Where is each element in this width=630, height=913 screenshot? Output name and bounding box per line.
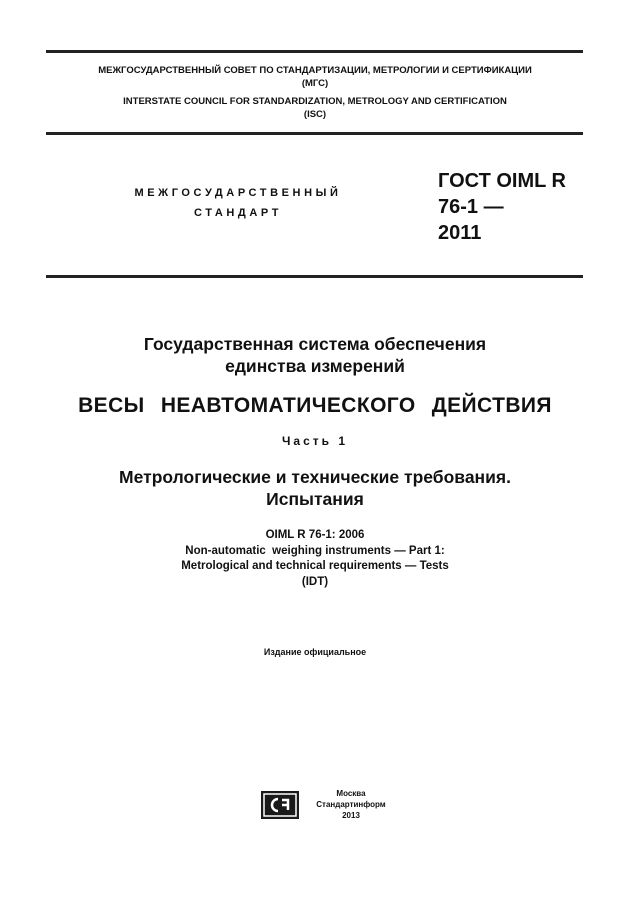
standard-type	[118, 183, 358, 223]
subtitle	[0, 466, 630, 510]
oiml-title-line1: Non-automatic weighing instruments — Part 1:	[185, 544, 445, 557]
oiml-reference	[0, 528, 630, 590]
designation-line1: ГОСТ OIML R	[438, 170, 566, 192]
standard-designation	[438, 168, 566, 246]
council-en: INTERSTATE COUNCIL FOR STANDARDIZATION, METROLOGY AND CERTIFICATION	[123, 96, 507, 107]
oiml-title-line2: Metrological and technical requirements — Tests	[181, 560, 449, 572]
publisher	[306, 788, 396, 821]
header-rule	[46, 132, 583, 135]
standard-type-line1: МЕЖГОСУДАРСТВЕННЫЙ	[134, 187, 342, 199]
publisher-city: Москва	[336, 789, 366, 798]
subtitle-line2: Испытания	[266, 489, 364, 509]
designation-line3: 2011	[438, 222, 482, 244]
council-header	[0, 65, 630, 121]
system-title	[0, 333, 630, 377]
oiml-idt: (IDT)	[301, 575, 329, 588]
standard-type-line2: СТАНДАРТ	[193, 207, 283, 219]
part-label: Часть 1	[281, 434, 349, 448]
oiml-ref: OIML R 76-1: 2006	[265, 529, 365, 541]
council-ru-abbr: (МГС)	[301, 77, 329, 89]
system-title-line2: единства измерений	[225, 356, 405, 376]
standartinform-logo-icon	[261, 791, 299, 819]
subtitle-line1: Метрологические и технические требования.	[119, 467, 511, 487]
designation-line2: 76-1 —	[438, 196, 504, 218]
main-title: ВЕСЫ НЕАВТОМАТИЧЕСКОГО ДЕЙСТВИЯ	[78, 394, 552, 417]
council-en-abbr: (ISC)	[303, 108, 327, 120]
publisher-year: 2013	[342, 811, 360, 820]
designation-rule	[46, 275, 583, 278]
publisher-name: Стандартинформ	[316, 800, 386, 809]
council-ru: МЕЖГОСУДАРСТВЕННЫЙ СОВЕТ ПО СТАНДАРТИЗАЦИИ, МЕТРОЛОГИИ И СЕРТИФИКАЦИИ	[98, 65, 532, 76]
top-rule	[46, 50, 583, 53]
system-title-line1: Государственная система обеспечения	[143, 334, 487, 354]
edition-label: Издание официальное	[263, 647, 367, 657]
